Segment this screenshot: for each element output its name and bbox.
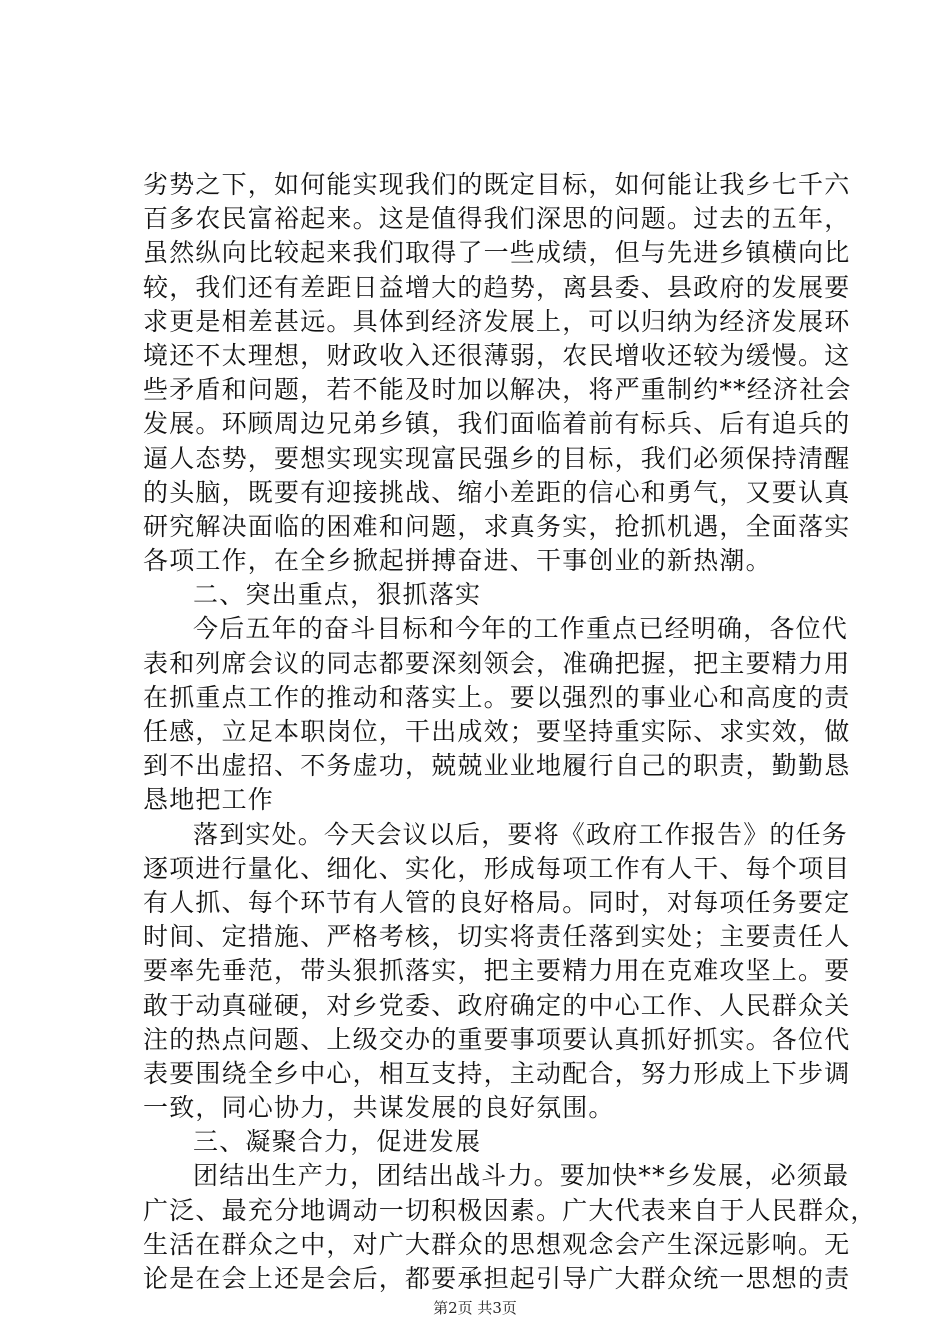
text-line: 生活在群众之中，对广大群众的思想观念会产生深远影响。无 <box>143 1229 851 1259</box>
text-line: 较，我们还有差距日益增大的趋势，离县委、县政府的发展要 <box>143 272 851 302</box>
text-line: 劣势之下，如何能实现我们的既定目标，如何能让我乡七千六 <box>143 170 851 199</box>
text-line: 有人抓、每个环节有人管的良好格局。同时，对每项任务要定 <box>143 887 851 917</box>
text-line: 的头脑，既要有迎接挑战、缩小差距的信心和勇气，又要认真 <box>143 477 851 507</box>
paragraph-first-line: 今后五年的奋斗目标和今年的工作重点已经明确，各位代 <box>193 614 849 644</box>
text-line: 境还不太理想，财政收入还很薄弱，农民增收还较为缓慢。这 <box>143 340 851 370</box>
section-heading: 三、凝聚合力，促进发展 <box>193 1127 482 1157</box>
text-line: 发展。环顾周边兄弟乡镇，我们面临着前有标兵、后有追兵的 <box>143 409 851 439</box>
text-line: 注的热点问题、上级交办的重要事项要认真抓好抓实。各位代 <box>143 1024 851 1054</box>
text-line: 论是在会上还是会后，都要承担起引导广大群众统一思想的责 <box>143 1264 851 1293</box>
text-line: 逐项进行量化、细化、实化，形成每项工作有人干、每个项目 <box>143 853 851 883</box>
text-line: 求更是相差甚远。具体到经济发展上，可以归纳为经济发展环 <box>143 306 851 336</box>
text-line: 百多农民富裕起来。这是值得我们深思的问题。过去的五年， <box>143 204 851 234</box>
text-line: 些矛盾和问题，若不能及时加以解决，将严重制约**经济社会 <box>143 375 852 405</box>
text-line: 虽然纵向比较起来我们取得了一些成绩，但与先进乡镇横向比 <box>143 238 851 268</box>
text-line: 表和列席会议的同志都要深刻领会，准确把握，把主要精力用 <box>143 648 851 678</box>
text-line: 时间、定措施、严格考核，切实将责任落到实处；主要责任人 <box>143 922 851 952</box>
text-line: 逼人态势，要想实现实现富民强乡的目标，我们必须保持清醒 <box>143 443 851 473</box>
text-line: 广泛、最充分地调动一切积极因素。广大代表来自于人民群众， <box>143 1195 877 1225</box>
text-line: 一致，同心协力，共谋发展的良好氛围。 <box>143 1093 615 1123</box>
body-text <box>143 168 877 1296</box>
text-line: 敢于动真碰硬，对乡党委、政府确定的中心工作、人民群众关 <box>143 990 851 1020</box>
text-line: 要率先垂范，带头狠抓落实，把主要精力用在克难攻坚上。要 <box>143 956 851 986</box>
text-line: 表要围绕全乡中心，相互支持，主动配合，努力形成上下步调 <box>143 1058 851 1088</box>
page-footer: 第2页 共3页 <box>433 1299 517 1317</box>
paragraph-first-line: 团结出生产力，团结出战斗力。要加快**乡发展，必须最 <box>193 1161 850 1191</box>
text-line: 恳地把工作 <box>143 785 275 815</box>
text-line: 在抓重点工作的推动和落实上。要以强烈的事业心和高度的责 <box>143 682 851 712</box>
text-line: 到不出虚招、不务虚功，兢兢业业地履行自己的职责，勤勤恳 <box>143 751 851 781</box>
text-line: 任感，立足本职岗位，干出成效；要坚持重实际、求实效，做 <box>143 717 851 746</box>
section-heading: 二、突出重点，狠抓落实 <box>193 580 482 610</box>
text-line: 研究解决面临的困难和问题，求真务实，抢抓机遇，全面落实 <box>143 511 851 541</box>
text-line: 各项工作，在全乡掀起拼搏奋进、干事创业的新热潮。 <box>143 546 772 576</box>
paragraph-first-line: 落到实处。今天会议以后，要将《政府工作报告》的任务 <box>193 819 849 849</box>
